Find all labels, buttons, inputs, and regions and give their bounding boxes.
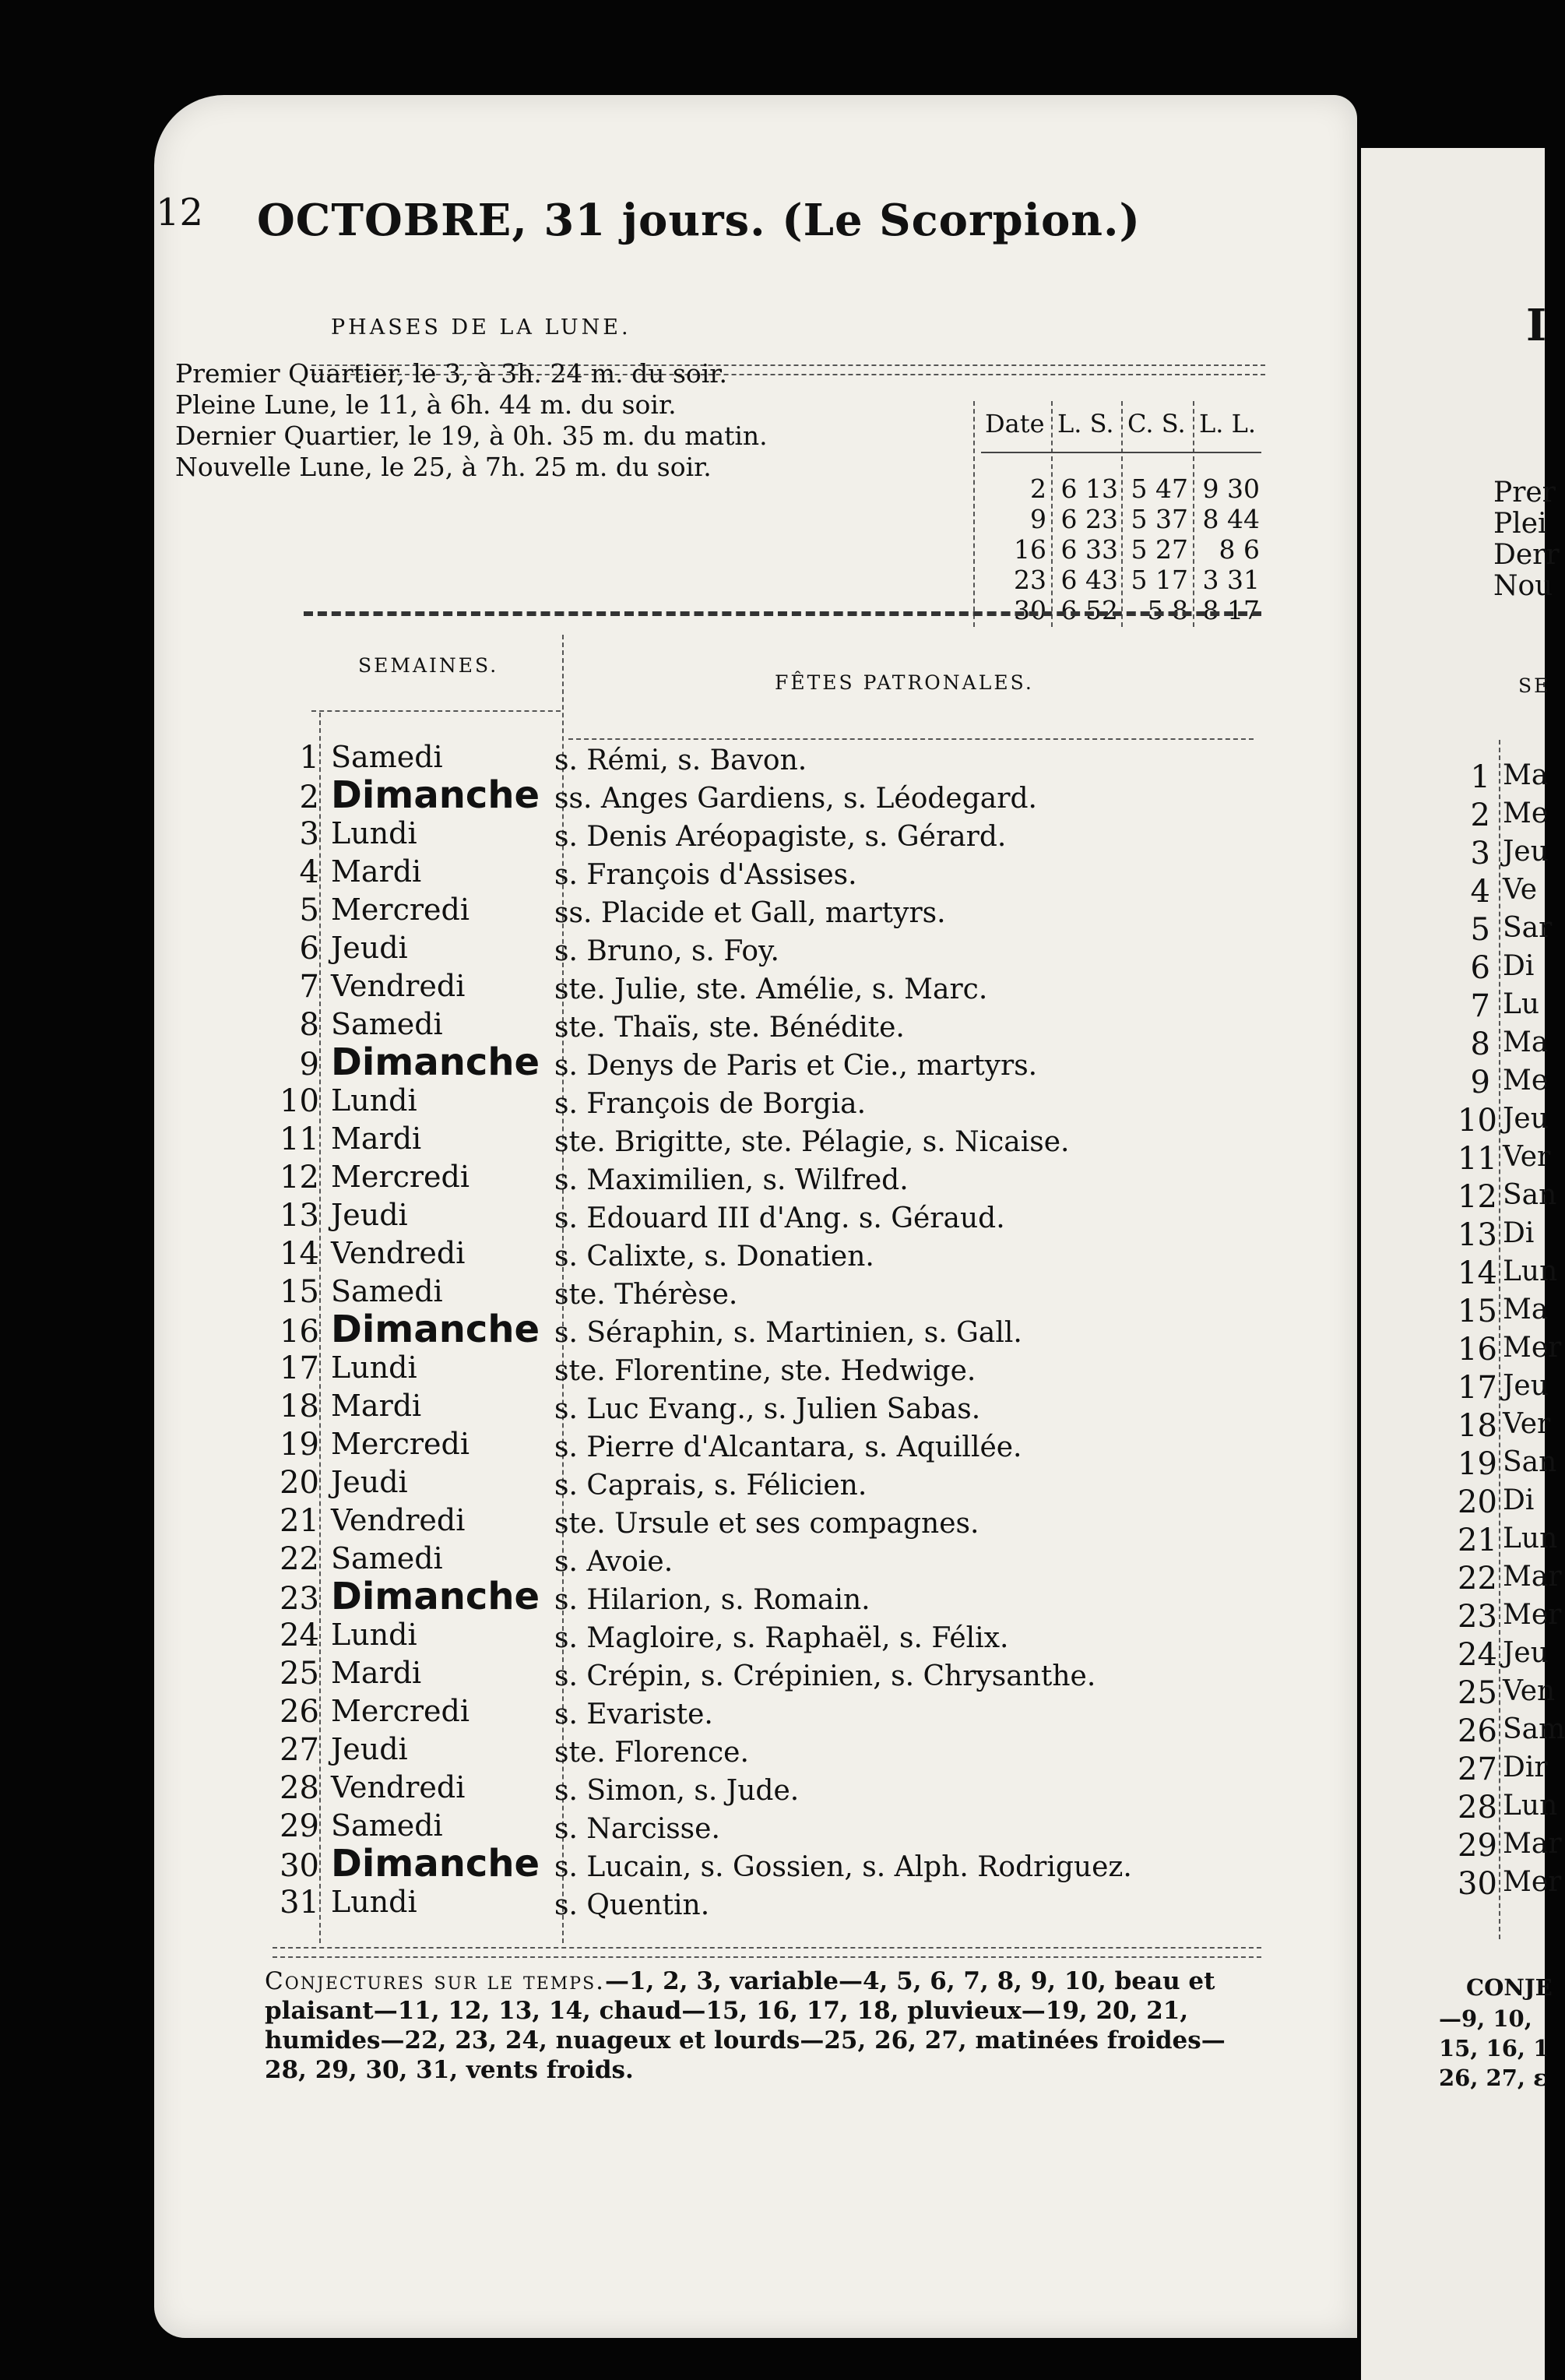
- facing-day-fragment: Me: [1503, 1065, 1549, 1097]
- feast-entry: s. Séraphin, s. Martinien, s. Gall.: [554, 1317, 1022, 1349]
- facing-day-fragment: Ve: [1503, 874, 1537, 906]
- day-number: 25: [280, 1656, 319, 1692]
- facing-day-number: 2: [1470, 797, 1490, 833]
- facing-title-fragment: I: [1526, 300, 1547, 351]
- page-number: 12: [156, 191, 204, 234]
- day-name: Dimanche: [331, 1308, 540, 1351]
- facing-conj-fragment: 26, 27, ε: [1439, 2065, 1547, 2091]
- column-divider: [319, 713, 321, 1943]
- day-name: Mardi: [331, 1121, 422, 1156]
- feast-entry: s. Rémi, s. Bavon.: [554, 745, 807, 776]
- day-name: Mercredi: [331, 1694, 470, 1728]
- day-name: Mardi: [331, 1656, 422, 1690]
- moon-table-cell: 2: [1030, 474, 1046, 504]
- day-name: Vendredi: [331, 1770, 466, 1804]
- day-name: Dimanche: [331, 1842, 540, 1885]
- day-number: 15: [280, 1274, 319, 1310]
- facing-day-number: 16: [1458, 1332, 1497, 1368]
- facing-day-fragment: Jeu: [1503, 1370, 1549, 1402]
- facing-day-number: 25: [1458, 1675, 1497, 1711]
- feast-entry: s. François de Borgia.: [554, 1088, 867, 1120]
- phase-line: Pleine Lune, le 11, à 6h. 44 m. du soir.: [175, 389, 677, 420]
- facing-day-number: 5: [1470, 912, 1490, 948]
- day-name: Lundi: [331, 1885, 417, 1919]
- facing-day-fragment: Ver: [1503, 1141, 1551, 1173]
- feast-entry: s. Hilarion, s. Romain.: [554, 1584, 870, 1616]
- day-name: Dimanche: [331, 1575, 540, 1618]
- facing-conj-fragment: —9, 10,: [1439, 2005, 1532, 2032]
- day-name: Mercredi: [331, 1160, 470, 1194]
- facing-day-number: 10: [1458, 1103, 1497, 1139]
- feast-entry: s. Denis Aréopagiste, s. Gérard.: [554, 821, 1007, 853]
- facing-day-number: 24: [1458, 1637, 1497, 1673]
- facing-day-number: 12: [1458, 1179, 1497, 1215]
- facing-day-fragment: Sam: [1503, 1713, 1565, 1745]
- day-name: Mercredi: [331, 892, 470, 927]
- footer-rule: [273, 1947, 1261, 1949]
- feast-entry: s. Avoie.: [554, 1546, 673, 1578]
- facing-day-fragment: Mer: [1503, 1599, 1562, 1631]
- facing-day-fragment: Jeu: [1503, 1103, 1549, 1135]
- day-number: 21: [280, 1503, 319, 1539]
- moon-table-cell: 8 6: [1219, 534, 1260, 565]
- facing-day-fragment: Lun: [1503, 1523, 1558, 1554]
- moon-table-header-rule: [981, 452, 1261, 453]
- day-number: 16: [280, 1314, 319, 1350]
- day-number: 29: [280, 1808, 319, 1844]
- moon-table-cell: 6 13: [1060, 474, 1118, 504]
- day-number: 14: [280, 1236, 319, 1272]
- moon-table-cell: 6 52: [1060, 595, 1118, 625]
- day-name: Lundi: [331, 1083, 417, 1118]
- day-number: 3: [299, 816, 319, 852]
- weeks-rule: [311, 710, 561, 712]
- day-name: Vendredi: [331, 1503, 466, 1537]
- feast-entry: ste. Julie, ste. Amélie, s. Marc.: [554, 973, 988, 1005]
- feast-entry: s. Luc Evang., s. Julien Sabas.: [554, 1393, 981, 1425]
- moon-table-divider: [973, 401, 975, 627]
- feast-entry: ste. Florentine, ste. Hedwige.: [554, 1355, 976, 1387]
- day-number: 1: [299, 740, 319, 776]
- feast-entry: s. Calixte, s. Donatien.: [554, 1241, 874, 1273]
- moon-table-cell: 16: [1014, 534, 1046, 565]
- day-name: Dimanche: [331, 773, 540, 817]
- moon-table-header: Date: [985, 409, 1045, 438]
- facing-day-number: 6: [1470, 950, 1490, 986]
- day-number: 22: [280, 1541, 319, 1577]
- feasts-rule: [568, 738, 1254, 740]
- feasts-heading: FÊTES PATRONALES.: [775, 671, 1034, 694]
- feast-entry: s. Narcisse.: [554, 1813, 720, 1845]
- phases-heading: PHASES DE LA LUNE.: [331, 315, 631, 340]
- day-name: Samedi: [331, 1274, 443, 1308]
- facing-day-number: 26: [1458, 1713, 1497, 1749]
- moon-table-cell: 8 44: [1202, 504, 1260, 534]
- day-name: Jeudi: [331, 1732, 408, 1766]
- facing-day-fragment: Ma: [1503, 1026, 1549, 1058]
- feast-entry: ss. Placide et Gall, martyrs.: [554, 897, 946, 929]
- facing-day-number: 30: [1458, 1866, 1497, 1902]
- day-name: Lundi: [331, 1618, 417, 1652]
- section-rule: [304, 611, 1261, 616]
- facing-day-fragment: San: [1503, 1446, 1557, 1478]
- facing-day-fragment: Lu: [1503, 988, 1540, 1020]
- feast-entry: s. Evariste.: [554, 1699, 713, 1730]
- facing-day-number: 4: [1470, 874, 1490, 910]
- day-name: Mardi: [331, 1389, 422, 1423]
- facing-day-fragment: Mer: [1503, 1866, 1562, 1898]
- phase-line: Premier Quartier, le 3, à 3h. 24 m. du soir.: [175, 358, 727, 389]
- day-number: 18: [280, 1389, 319, 1424]
- day-name: Jeudi: [331, 1465, 408, 1499]
- facing-day-number: 13: [1458, 1217, 1497, 1253]
- day-number: 19: [280, 1427, 319, 1463]
- feast-entry: s. Maximilien, s. Wilfred.: [554, 1164, 909, 1196]
- facing-day-number: 28: [1458, 1790, 1497, 1825]
- facing-day-fragment: Lun: [1503, 1255, 1558, 1287]
- moon-table-cell: 5 37: [1131, 504, 1188, 534]
- day-name: Mercredi: [331, 1427, 470, 1461]
- day-name: Samedi: [331, 1541, 443, 1576]
- day-number: 17: [280, 1350, 319, 1386]
- day-number: 2: [299, 780, 319, 815]
- facing-day-number: 20: [1458, 1484, 1497, 1520]
- facing-conj-fragment: 15, 16, 1: [1439, 2035, 1549, 2061]
- facing-day-fragment: Di: [1503, 950, 1535, 982]
- facing-day-fragment: Di: [1503, 1484, 1535, 1516]
- day-number: 8: [299, 1007, 319, 1043]
- facing-day-fragment: Dir: [1503, 1752, 1548, 1783]
- feast-entry: ste. Thérèse.: [554, 1279, 738, 1311]
- moon-table-cell: 5 27: [1131, 534, 1188, 565]
- facing-day-number: 7: [1470, 988, 1490, 1024]
- facing-day-number: 21: [1458, 1523, 1497, 1558]
- day-number: 27: [280, 1732, 319, 1768]
- facing-day-fragment: Jeu: [1503, 1637, 1549, 1669]
- phase-line: Nouvelle Lune, le 25, à 7h. 25 m. du soir.: [175, 452, 712, 482]
- day-name: Samedi: [331, 1808, 443, 1843]
- day-name: Vendredi: [331, 969, 466, 1003]
- moon-table-cell: 6 23: [1060, 504, 1118, 534]
- day-number: 5: [299, 892, 319, 928]
- facing-day-fragment: Mar: [1503, 1828, 1562, 1860]
- day-number: 24: [280, 1618, 319, 1653]
- moon-table-cell: 5 47: [1131, 474, 1188, 504]
- feast-entry: s. Lucain, s. Gossien, s. Alph. Rodriguez.: [554, 1851, 1132, 1883]
- feast-entry: s. Simon, s. Jude.: [554, 1775, 800, 1807]
- moon-table-cell: 9 30: [1202, 474, 1260, 504]
- moon-table-cell: 5 8: [1147, 595, 1188, 625]
- facing-day-fragment: Sar: [1503, 912, 1553, 944]
- day-number: 23: [280, 1581, 319, 1617]
- facing-day-fragment: Ma: [1503, 1294, 1549, 1326]
- facing-day-number: 19: [1458, 1446, 1497, 1482]
- phase-line: Dernier Quartier, le 19, à 0h. 35 m. du matin.: [175, 421, 768, 451]
- day-name: Lundi: [331, 816, 417, 850]
- day-number: 12: [280, 1160, 319, 1195]
- facing-day-fragment: Di: [1503, 1217, 1535, 1249]
- page-title: OCTOBRE, 31 jours. (Le Scorpion.): [257, 195, 1141, 246]
- facing-day-number: 23: [1458, 1599, 1497, 1635]
- facing-day-number: 11: [1458, 1141, 1497, 1177]
- feast-entry: s. Edouard III d'Ang. s. Géraud.: [554, 1202, 1005, 1234]
- moon-table-cell: 9: [1030, 504, 1046, 534]
- day-number: 28: [280, 1770, 319, 1806]
- moon-table-header: L. L.: [1199, 409, 1257, 438]
- moon-table-cell: 6 33: [1060, 534, 1118, 565]
- facing-day-fragment: Ven: [1503, 1675, 1556, 1707]
- day-name: Lundi: [331, 1350, 417, 1385]
- facing-day-fragment: Ver: [1503, 1408, 1551, 1440]
- facing-day-number: 29: [1458, 1828, 1497, 1864]
- facing-day-number: 8: [1470, 1026, 1490, 1062]
- conjectures-lead: Conjectures sur le temps.: [265, 1967, 606, 1995]
- facing-phase-fragment: Plei: [1493, 508, 1547, 540]
- day-number: 31: [280, 1885, 319, 1921]
- facing-day-fragment: Me: [1503, 797, 1549, 829]
- day-number: 4: [299, 854, 319, 890]
- facing-day-fragment: Mer: [1503, 1332, 1562, 1364]
- moon-table-cell: 6 43: [1060, 565, 1118, 595]
- facing-day-number: 17: [1458, 1370, 1497, 1406]
- facing-day-number: 18: [1458, 1408, 1497, 1444]
- day-number: 13: [280, 1198, 319, 1234]
- day-number: 9: [299, 1047, 319, 1083]
- conjectures-text: —1, 2, 3, variable—4, 5, 6, 7, 8, 9, 10, beau et plaisant—11, 12, 13, 14, chaud—15, 16, 17, 18, pluvieux—19, 20, 21, humides—22, 23, 24, nuageux et lourds—25, 26, 27, matinées froides—28, 29, 30, 31, vents froids.: [265, 1967, 1226, 2084]
- feast-entry: ste. Brigitte, ste. Pélagie, s. Nicaise.: [554, 1126, 1070, 1158]
- day-number: 6: [299, 931, 319, 966]
- feast-entry: s. Crépin, s. Crépinien, s. Chrysanthe.: [554, 1660, 1096, 1692]
- day-name: Samedi: [331, 740, 443, 774]
- day-name: Mardi: [331, 854, 422, 889]
- facing-phase-fragment: Derr: [1493, 539, 1560, 571]
- feast-entry: s. Quentin.: [554, 1889, 710, 1921]
- day-name: Vendredi: [331, 1236, 466, 1270]
- facing-day-number: 27: [1458, 1752, 1497, 1787]
- moon-table-header: L. S.: [1057, 409, 1114, 438]
- feast-entry: s. Caprais, s. Félicien.: [554, 1470, 867, 1502]
- facing-day-number: 22: [1458, 1561, 1497, 1597]
- weather-conjectures: [265, 1966, 1230, 2085]
- facing-phase-fragment: Nou: [1493, 570, 1553, 602]
- day-number: 11: [280, 1121, 319, 1157]
- feast-entry: ste. Florence.: [554, 1737, 749, 1769]
- facing-weeks-fragment: SE: [1518, 674, 1551, 697]
- feast-entry: ss. Anges Gardiens, s. Léodegard.: [554, 783, 1037, 815]
- day-number: 7: [299, 969, 319, 1005]
- facing-day-fragment: San: [1503, 1179, 1557, 1211]
- feast-entry: s. Denys de Paris et Cie., martyrs.: [554, 1050, 1038, 1082]
- moon-table-cell: 8 17: [1202, 595, 1260, 625]
- feast-entry: s. Magloire, s. Raphaël, s. Félix.: [554, 1622, 1009, 1654]
- facing-day-fragment: Lun: [1503, 1790, 1558, 1822]
- facing-conj-fragment: CONJE: [1466, 1974, 1553, 2001]
- moon-table-header: C. S.: [1127, 409, 1186, 438]
- moon-table-cell: 5 17: [1131, 565, 1188, 595]
- facing-day-fragment: Mar: [1503, 1561, 1562, 1593]
- feast-entry: ste. Thaïs, ste. Bénédite.: [554, 1012, 905, 1044]
- facing-column-divider: [1499, 740, 1500, 1939]
- weeks-heading: SEMAINES.: [358, 654, 499, 677]
- feast-entry: s. Pierre d'Alcantara, s. Aquillée.: [554, 1431, 1022, 1463]
- facing-day-number: 9: [1470, 1065, 1490, 1100]
- moon-table-cell: 23: [1014, 565, 1046, 595]
- facing-phase-fragment: Prer: [1493, 477, 1556, 509]
- day-number: 20: [280, 1465, 319, 1501]
- facing-day-number: 14: [1458, 1255, 1497, 1291]
- facing-day-number: 15: [1458, 1294, 1497, 1329]
- day-name: Jeudi: [331, 1198, 408, 1232]
- moon-table-cell: 3 31: [1202, 565, 1260, 595]
- footer-rule-2: [273, 1956, 1261, 1958]
- feast-entry: s. François d'Assises.: [554, 859, 857, 891]
- feast-entry: s. Bruno, s. Foy.: [554, 935, 780, 967]
- day-name: Dimanche: [331, 1040, 540, 1084]
- facing-day-fragment: Jeu: [1503, 836, 1549, 868]
- day-number: 10: [280, 1083, 319, 1119]
- day-number: 30: [280, 1848, 319, 1884]
- feast-entry: ste. Ursule et ses compagnes.: [554, 1508, 979, 1540]
- facing-day-number: 1: [1470, 759, 1490, 795]
- day-name: Samedi: [331, 1007, 443, 1041]
- facing-day-fragment: Ma: [1503, 759, 1549, 791]
- day-name: Jeudi: [331, 931, 408, 965]
- facing-day-number: 3: [1470, 836, 1490, 871]
- day-number: 26: [280, 1694, 319, 1730]
- moon-table-cell: 30: [1014, 595, 1046, 625]
